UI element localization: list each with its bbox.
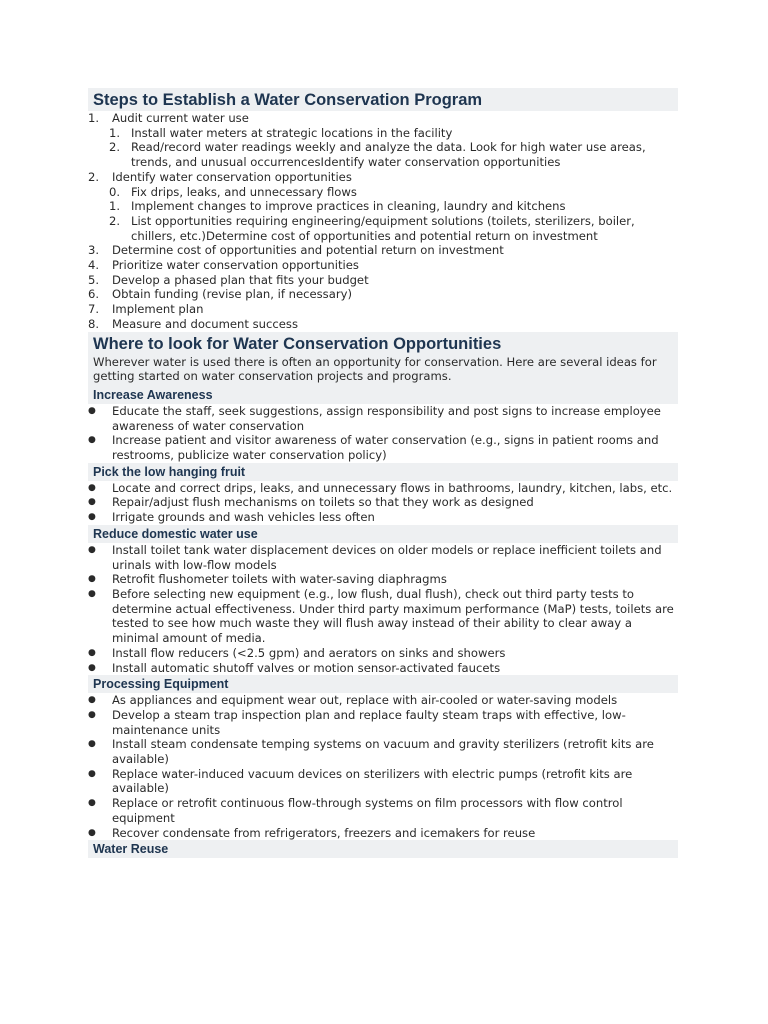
- step-text: Determine cost of opportunities and potential return on investment: [112, 243, 504, 258]
- bullet-icon: ●: [88, 768, 96, 779]
- bullet-icon: ●: [88, 695, 96, 706]
- substep-text: Install water meters at strategic locations in the facility: [131, 125, 453, 140]
- bullet-icon: ●: [88, 647, 96, 658]
- list-item-text: Recover condensate from refrigerators, freezers and icemakers for reuse: [112, 825, 536, 840]
- bullet-icon: ●: [88, 512, 96, 523]
- where-heading: Where to look for Water Conservation Opportunities: [93, 334, 502, 353]
- bullet-icon: ●: [88, 544, 96, 555]
- steps-heading: Steps to Establish a Water Conservation Program: [88, 88, 678, 111]
- substep-text: List opportunities requiring engineering/equipment solutions (toilets, sterilizers, boiler, chillers, etc.)Determine cost of opportunities and potential return on investment: [131, 213, 635, 243]
- step-text: Obtain funding (revise plan, if necessary): [112, 287, 352, 302]
- substep-number: 1.: [109, 125, 121, 140]
- list-item-text: Install flow reducers (<2.5 gpm) and aerators on sinks and showers: [112, 645, 506, 660]
- step-item: [88, 287, 678, 302]
- bullet-icon: ●: [88, 405, 96, 416]
- list-item-text: Replace or retrofit continuous flow-through systems on film processors with flow control equipment: [112, 796, 623, 825]
- step-number: 5.: [88, 272, 100, 287]
- substep-number: 1.: [109, 199, 121, 214]
- step-number: 6.: [88, 287, 100, 302]
- substep-text: Read/record water readings weekly and analyze the data. Look for high water use areas, trends, and unusual occurrencesIdentify water conservation opportunities: [131, 140, 646, 170]
- bullet-icon: ●: [88, 662, 96, 673]
- section-heading: Processing Equipment: [88, 675, 678, 693]
- list-item: [88, 661, 678, 676]
- list-item: [88, 572, 678, 587]
- bullet-icon: ●: [88, 827, 96, 838]
- substep-number: 2.: [109, 213, 121, 228]
- steps-list: [88, 111, 678, 332]
- list-item-text: Develop a steam trap inspection plan and replace faulty steam traps with effective, low-maintenance units: [112, 707, 626, 737]
- step-item: [88, 273, 678, 288]
- step-number: 3.: [88, 243, 100, 258]
- list-item-text: Increase patient and visitor awareness of water conservation (e.g., signs in patient rooms and restrooms, publicize water conservation policy): [112, 433, 659, 463]
- list-item-text: Retrofit flushometer toilets with water-saving diaphragms: [112, 572, 447, 587]
- list-item-text: As appliances and equipment wear out, replace with air-cooled or water-saving models: [112, 693, 618, 708]
- substep-number: 0.: [109, 184, 121, 199]
- list-item-text: Install toilet tank water displacement devices on older models or replace inefficient toilets and urinals with low-flow models: [112, 542, 662, 572]
- step-text: Audit current water use: [112, 111, 249, 125]
- substep-text: Implement changes to improve practices in cleaning, laundry and kitchens: [131, 199, 566, 214]
- section-heading: Pick the low hanging fruit: [88, 463, 678, 481]
- step-item: [88, 170, 678, 244]
- list-item: [88, 510, 678, 525]
- bullet-icon: ●: [88, 739, 96, 750]
- where-block: [88, 332, 678, 386]
- step-item: [88, 243, 678, 258]
- where-intro: Wherever water is used there is often an opportunity for conservation. Here are several ideas for getting started on water conservation projects and programs.: [93, 354, 657, 384]
- step-text: Identify water conservation opportunities: [112, 169, 352, 184]
- step-number: 4.: [88, 258, 100, 273]
- list-item-text: Educate the staff, seek suggestions, assign responsibility and post signs to increase employee awareness of water conservation: [112, 403, 661, 433]
- step-number: 2.: [88, 169, 100, 184]
- bullet-list: [88, 404, 678, 463]
- list-item-text: Replace water-induced vacuum devices on sterilizers with electric pumps (retrofit kits are available): [112, 766, 633, 796]
- list-item-text: Before selecting new equipment (e.g., low flush, dual flush), check out third party tests to determine actual effectiveness. Under third party maximum performance (MaP) tests, toilets are tested to see how much waste they will flush away instead of their ability to clear away a minimal amount of media.: [112, 586, 674, 646]
- step-text: Implement plan: [112, 302, 204, 317]
- list-item-text: Install steam condensate temping systems on vacuum and gravity sterilizers (retrofit kits are available): [112, 737, 654, 767]
- list-item: [88, 767, 678, 796]
- list-item: [88, 404, 678, 433]
- list-item-text: Install automatic shutoff valves or motion sensor-activated faucets: [112, 660, 501, 675]
- step-text: Prioritize water conservation opportunities: [112, 258, 359, 273]
- list-item: [88, 587, 678, 646]
- list-item: [88, 796, 678, 825]
- substep-text: Fix drips, leaks, and unnecessary flows: [131, 184, 357, 199]
- list-item: [88, 708, 678, 737]
- list-item-text: Locate and correct drips, leaks, and unnecessary flows in bathrooms, laundry, kitchen, labs, etc.: [112, 480, 673, 495]
- step-item: [88, 317, 678, 332]
- bullet-icon: ●: [88, 435, 96, 446]
- step-number: 8.: [88, 316, 100, 331]
- document-page: [88, 88, 678, 858]
- step-text: Measure and document success: [112, 316, 298, 331]
- list-item: [88, 826, 678, 841]
- section-heading: Increase Awareness: [88, 386, 678, 404]
- step-number: 7.: [88, 302, 100, 317]
- bullet-list: [88, 693, 678, 840]
- list-item: [88, 495, 678, 510]
- bullet-icon: ●: [88, 482, 96, 493]
- section-heading: Water Reuse: [88, 840, 678, 858]
- step-number: 1.: [88, 111, 100, 125]
- list-item: [88, 646, 678, 661]
- list-item: [88, 693, 678, 708]
- bullet-icon: ●: [88, 574, 96, 585]
- substep-number: 2.: [109, 140, 121, 155]
- section-heading: Reduce domestic water use: [88, 525, 678, 543]
- list-item: [88, 481, 678, 496]
- step-text: Develop a phased plan that fits your budget: [112, 272, 369, 287]
- list-item: [88, 737, 678, 766]
- bullet-icon: ●: [88, 588, 96, 599]
- step-item: [88, 111, 678, 170]
- list-item-text: Repair/adjust flush mechanisms on toilets so that they work as designed: [112, 495, 534, 510]
- bullet-icon: ●: [88, 497, 96, 508]
- bullet-list: [88, 481, 678, 525]
- step-item: [88, 258, 678, 273]
- bullet-list: [88, 543, 678, 675]
- bullet-icon: ●: [88, 798, 96, 809]
- list-item-text: Irrigate grounds and wash vehicles less often: [112, 510, 375, 525]
- step-item: [88, 302, 678, 317]
- list-item: [88, 543, 678, 572]
- list-item: [88, 433, 678, 462]
- bullet-icon: ●: [88, 709, 96, 720]
